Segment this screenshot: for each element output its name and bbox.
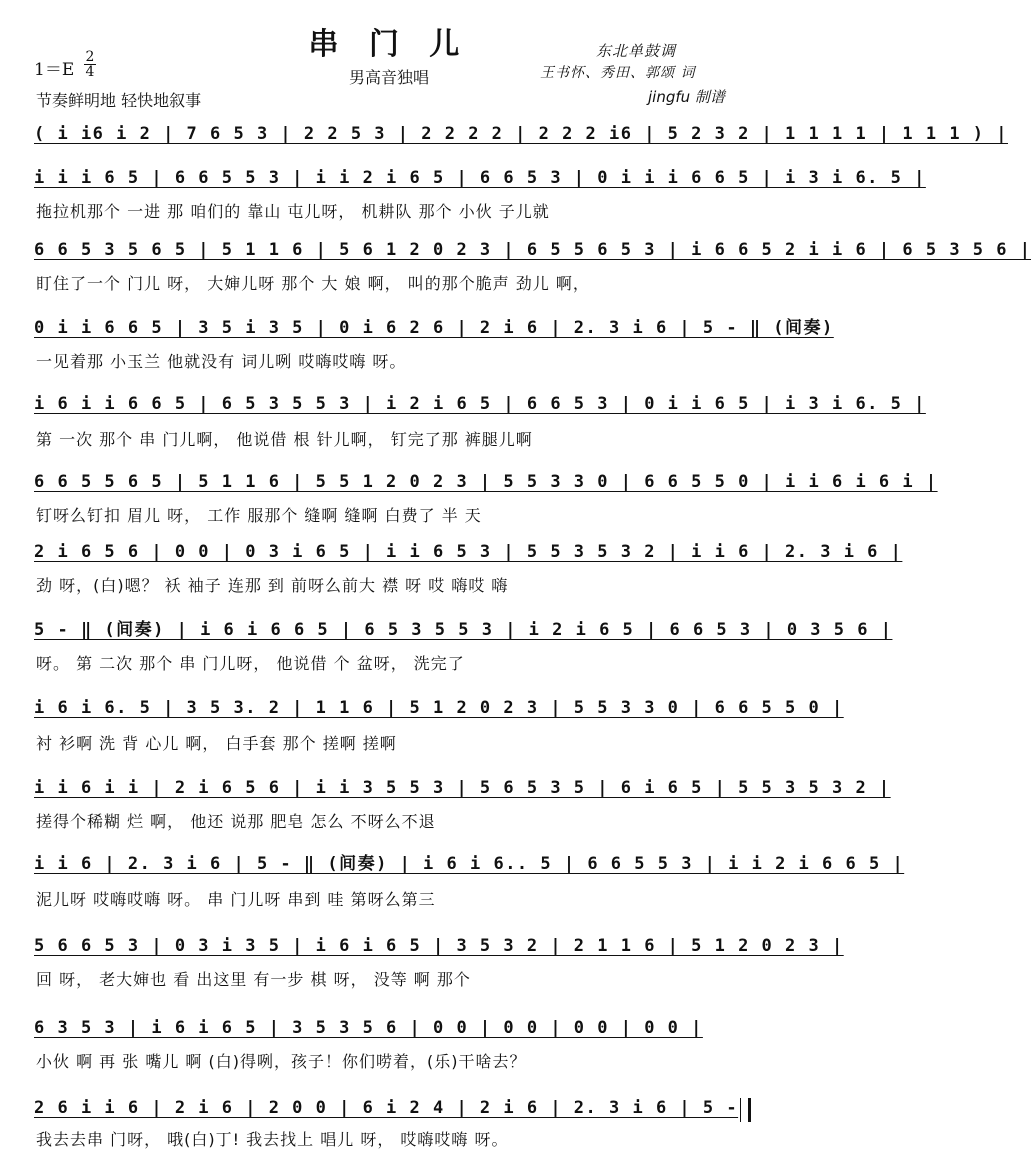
system-lyrics: 衬 衫啊 洗 背 心儿 啊， 白手套 那个 搓啊 搓啊: [36, 734, 397, 753]
system-notes: i i 6 | 2. 3 i 6 | 5 - ‖ (间奏) | i 6 i 6.. 5 | 6 6 5 5 3 | i i 2 i 6 6 5 |: [34, 854, 905, 874]
system-notes: 2 6 i i 6 | 2 i 6 | 2 0 0 | 6 i 2 4 | 2 i 6 | 2. 3 i 6 | 5 -: [34, 1098, 739, 1118]
system-notes: 6 3 5 3 | i 6 i 6 5 | 3 5 3 5 6 | 0 0 | 0 0 | 0 0 | 0 0 |: [34, 1018, 703, 1038]
system-lyrics: 搓得个稀糊 烂 啊， 他还 说那 肥皂 怎么 不呀么不退: [36, 812, 436, 831]
system-notes: 5 6 6 5 3 | 0 3 i 3 5 | i 6 i 6 5 | 3 5 3 2 | 2 1 1 6 | 5 1 2 0 2 3 |: [34, 936, 844, 956]
system-notes: 2 i 6 5 6 | 0 0 | 0 3 i 6 5 | i i 6 5 3 | 5 5 3 5 3 2 | i i 6 | 2. 3 i 6 |: [34, 542, 903, 562]
system-lyrics: 小伙 啊 再 张 嘴儿 啊 (白)得咧，孩子！你们唠着，(乐)干啥去？: [36, 1052, 527, 1071]
tempo-marking: 节奏鲜明地 轻快地叙事: [36, 91, 202, 110]
arranger: jingfu 制谱: [648, 88, 725, 106]
system-notes: 6 6 5 5 6 5 | 5 1 1 6 | 5 5 1 2 0 2 3 | 5 5 3 3 0 | 6 6 5 5 0 | i i 6 i 6 i |: [34, 472, 938, 492]
system-notes: 5 - ‖ (间奏) | i 6 i 6 6 5 | 6 5 3 5 5 3 | i 2 i 6 5 | 6 6 5 3 | 0 3 5 6 |: [34, 620, 893, 640]
final-barline: [740, 1098, 751, 1122]
system-lyrics: 第 一次 那个 串 门儿啊， 他说借 根 针儿啊， 钉完了那 裤腿儿啊: [36, 430, 533, 449]
time-signature: [84, 50, 96, 79]
system-lyrics: 盯住了一个 门儿 呀， 大婶儿呀 那个 大 娘 啊， 叫的那个脆声 劲儿 啊，: [36, 274, 590, 293]
system-lyrics: 拖拉机那个 一进 那 咱们的 靠山 屯儿呀， 机耕队 那个 小伙 子儿就: [36, 202, 550, 221]
system-lyrics: 呀。 第 二次 那个 串 门儿呀， 他说借 个 盆呀， 洗完了: [36, 654, 465, 673]
system-notes: 6 6 5 3 5 6 5 | 5 1 1 6 | 5 6 1 2 0 2 3 | 6 5 5 6 5 3 | i 6 6 5 2 i i 6 | 6 5 3 5 6 |: [34, 240, 1031, 260]
key-signature: 1＝E: [34, 60, 75, 80]
system-notes: 0 i i 6 6 5 | 3 5 i 3 5 | 0 i 6 2 6 | 2 i 6 | 2. 3 i 6 | 5 - ‖ (间奏): [34, 318, 834, 338]
system-lyrics: 我去去串 门呀， 哦(白)丁! 我去找上 唱儿 呀， 哎嗨哎嗨 呀。: [36, 1130, 509, 1149]
system-notes: i i i 6 5 | 6 6 5 5 3 | i i 2 i 6 5 | 6 6 5 3 | 0 i i i 6 6 5 | i 3 i 6. 5 |: [34, 168, 926, 188]
time-denominator: 4: [85, 64, 95, 80]
system-notes: i i 6 i i | 2 i 6 5 6 | i i 3 5 5 3 | 5 6 5 3 5 | 6 i 6 5 | 5 5 3 5 3 2 |: [34, 778, 891, 798]
system-lyrics: 一见着那 小玉兰 他就没有 词儿咧 哎嗨哎嗨 呀。: [36, 352, 407, 371]
system-notes: i 6 i 6. 5 | 3 5 3. 2 | 1 1 6 | 5 1 2 0 2 3 | 5 5 3 3 0 | 6 6 5 5 0 |: [34, 698, 844, 718]
lyricists: 王书怀、秀田、郭颂 词: [540, 65, 696, 81]
performance-subtitle: 男高音独唱: [348, 68, 429, 87]
system-lyrics: 钉呀么钉扣 眉儿 呀， 工作 服那个 缝啊 缝啊 白费了 半 天: [36, 506, 482, 525]
system-lyrics: 回 呀， 老大婶也 看 出这里 有一步 棋 呀， 没等 啊 那个: [36, 970, 471, 989]
system-lyrics: 劲 呀，(白)嗯？ 袄 袖子 连那 到 前呀么前大 襟 呀 哎 嗨哎 嗨: [36, 576, 509, 595]
song-title: 串 门 儿: [308, 27, 470, 62]
system-notes: ( i i6 i 2 | 7 6 5 3 | 2 2 5 3 | 2 2 2 2 | 2 2 2 i6 | 5 2 3 2 | 1 1 1 1 | 1 1 1 ) |: [34, 124, 1008, 144]
system-notes: i 6 i i 6 6 5 | 6 5 3 5 5 3 | i 2 i 6 5 | 6 6 5 3 | 0 i i 6 5 | i 3 i 6. 5 |: [34, 394, 926, 414]
genre-label: 东北单鼓调: [596, 42, 677, 60]
system-lyrics: 泥儿呀 哎嗨哎嗨 呀。 串 门儿呀 串到 哇 第呀么第三: [36, 890, 436, 909]
time-numerator: 2: [85, 49, 95, 65]
